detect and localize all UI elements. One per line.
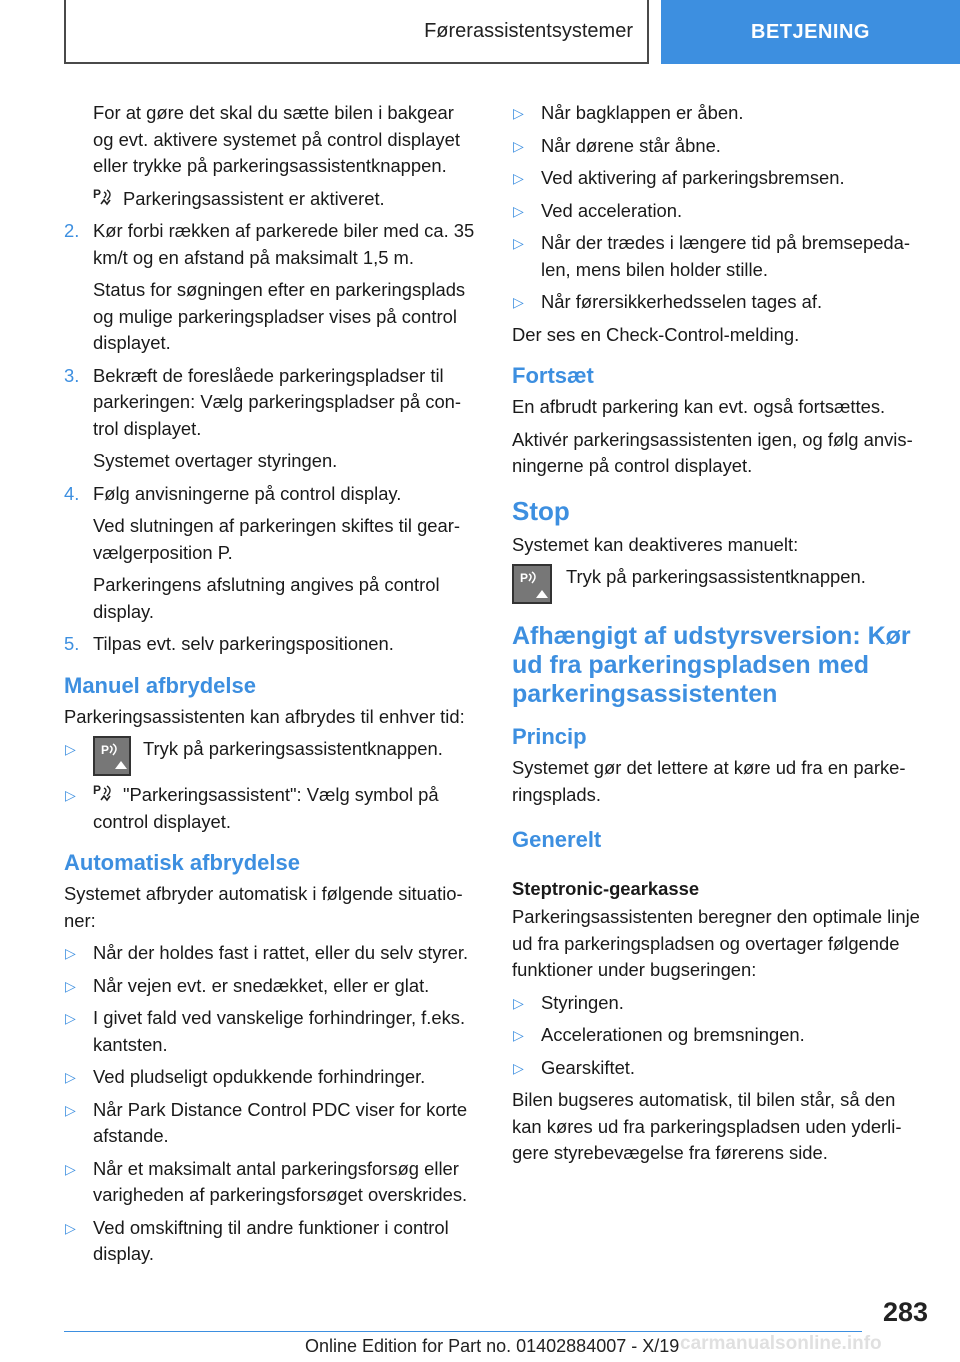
bullet-triangle-icon: ▷ [65,1101,76,1118]
manual-cancel-intro: Parkeringsassistenten kan afbrydes til enhver tid: [64,705,465,727]
general-heading: Generelt [512,827,602,852]
continue-heading: Fortsæt [512,363,594,388]
list-item [64,1097,479,1150]
list-item-text: Når bagklappen er åben. [541,102,744,123]
auto-cancel-intro: Systemet afbryder automatisk i følgende situationer: [64,883,463,931]
left-column [64,100,479,1274]
list-item-text: Når vejen evt. er snedækket, eller er glat. [93,974,430,996]
list-item [64,1064,479,1091]
list-item-text: Når et maksimalt antal parkeringsforsøg eller varigheden af parkeringsforsøget overskrides. [93,1157,468,1205]
bullet-triangle-icon: ▷ [65,787,76,803]
step-4 [64,481,479,626]
stop-press-text: Tryk på parkeringsassistentknappen. [566,566,866,587]
list-item-text: Når dørene står åbne. [541,134,721,156]
right-column [512,100,930,1173]
list-item [64,1156,479,1209]
chapter-title: BETJENING [751,20,870,43]
list-item [512,289,930,316]
activated-text: Parkeringsassistent er aktiveret. [123,187,385,209]
page-number: 283 [882,1297,928,1327]
principle-text: Systemet gør det lettere at køre ud fra en parkeringsplads. [512,757,906,805]
step-5 [64,631,479,658]
bullet-triangle-icon: ▷ [65,1160,76,1177]
stop-intro: Systemet kan deaktiveres manuelt: [512,533,799,555]
list-item-text: Ved pludseligt opdukkende forhindringer. [93,1066,426,1087]
list-item [64,1005,479,1058]
svg-text:P: P [520,571,529,585]
intro-paragraph: For at gøre det skal du sætte bilen i bakgear og evt. aktivere systemet på control displayet eller trykke på parkeringsassistentknappen. [93,102,460,176]
parking-assistant-icon [93,187,115,209]
list-item-text: Når der trædes i længere tid på bremsepedalen, mens bilen holder stille. [541,232,911,280]
bullet-triangle-icon: ▷ [513,1059,524,1076]
auto-cancel-heading: Automatisk afbrydelse [64,850,300,875]
bullet-triangle-icon: ▷ [65,741,76,757]
list-item-text: Ved aktivering af parkeringsbremsen. [541,167,845,188]
continue-paragraph-2: Aktivér parkeringsassistenten igen, og følg anvisningerne på control displayet. [512,428,913,476]
bullet-triangle-icon: ▷ [513,994,524,1011]
svg-text:P: P [101,743,110,757]
list-item-text: Når Park Distance Control PDC viser for korte afstande. [93,1098,468,1146]
bullet-triangle-icon: ▷ [513,137,524,154]
bullet-triangle-icon: ▷ [513,1027,524,1043]
svg-text:P: P [93,186,102,201]
bullet-triangle-icon: ▷ [65,977,76,994]
bullet-triangle-icon: ▷ [65,1219,76,1236]
step-text: Følg anvisningerne på control display. [93,482,402,504]
list-item [512,165,930,192]
step-number: 3. [64,364,80,386]
step-number: 5. [64,633,80,654]
stop-heading: Stop [512,495,570,526]
header-chapter-tab [661,0,960,64]
bullet-triangle-icon: ▷ [513,170,524,186]
list-item-text: Når der holdes fast i rattet, eller du selv styrer. [93,942,469,963]
step-text: Bekræft de foreslåede parkeringspladser til parkeringen: Vælg parkeringspladser på control displayet. [93,364,462,439]
manual-symbol-text: "Parkeringsassistent": Vælg symbol på control displayet. [93,784,439,832]
steptronic-heading: Steptronic-gearkasse [512,878,700,899]
parking-assistant-icon [93,783,115,805]
list-item-text: Ved omskiftning til andre funktioner i control display. [93,1216,449,1264]
list-item-text: Gearskiftet. [541,1056,636,1078]
bullet-triangle-icon: ▷ [65,945,76,961]
activated-line [64,186,479,213]
principle-heading: Princip [512,724,587,749]
step-text: Tilpas evt. selv parkeringspositionen. [93,633,394,654]
list-item [64,973,479,1000]
step-extra: Ved slutningen af parkeringen skiftes til gearvælgerposition P. [93,515,461,563]
final-paragraph: Bilen bugseres automatisk, til bilen står, så den kan køres ud fra parkeringspladsen uden yderligere styrebevægelse fra førerens side. [512,1089,902,1163]
step-number: 4. [64,482,80,504]
list-item [64,940,479,967]
list-item [512,1022,930,1049]
steptronic-text: Parkeringsassistenten beregner den optimale linje ud fra parkeringspladsen og overtager følgende funktioner under bugseringen: [512,906,920,980]
list-item [512,1055,930,1082]
bullet-triangle-icon: ▷ [65,1010,76,1026]
list-item [64,1215,479,1268]
variant-heading: Afhængigt af udstyrsversion: Kør ud fra parkeringspladsen med parkeringsassistenten [512,622,911,708]
header-section-title [64,0,649,64]
list-item-text: Ved acceleration. [541,199,683,221]
svg-text:P: P [93,783,102,797]
parking-button-icon [512,564,552,604]
step-extra: Status for søgningen efter en parkeringsplads og mulige parkeringspladser vises på control displayet. [93,279,466,353]
edition-text: Online Edition for Part no. 01402884007 - X/19 [305,1336,680,1356]
manual-cancel-heading: Manuel afbrydelse [64,672,256,698]
list-item-text: Når førersikkerhedsselen tages af. [541,291,823,312]
continue-paragraph-1: En afbrudt parkering kan evt. også fortsættes. [512,396,886,417]
bullet-triangle-icon: ▷ [513,294,524,310]
footer-divider [64,1331,862,1332]
list-item-text: I givet fald ved vanskelige forhindringer, f.eks. kantsten. [93,1007,466,1055]
step-number: 2. [64,220,80,241]
bullet-triangle-icon: ▷ [513,235,524,251]
list-item [64,782,479,835]
list-item [512,990,930,1017]
step-text: Kør forbi rækken af parkerede biler med ca. 35 km/t og en afstand på maksimalt 1,5 m. [93,220,475,268]
parking-button-icon [93,736,131,776]
list-item [512,100,930,127]
list-item [512,198,930,225]
list-item-text: Accelerationen og bremsningen. [541,1024,805,1045]
bullet-triangle-icon: ▷ [513,105,524,121]
list-item [512,230,930,283]
step-extra: Parkeringens afslutning angives på control display. [93,574,440,622]
bullet-triangle-icon: ▷ [65,1069,76,1085]
bullet-triangle-icon: ▷ [513,202,524,219]
list-item [64,736,479,776]
step-extra: Systemet overtager styringen. [93,450,338,471]
section-title: Førerassistentsystemer [424,19,633,42]
step-2 [64,218,479,357]
watermark-text: carmanualsonline.info [680,1333,882,1354]
list-item-text: Styringen. [541,991,624,1013]
manual-press-text: Tryk på parkeringsassistentknappen. [143,738,443,759]
stop-press-row [512,564,930,604]
check-control-text: Der ses en Check-Control-melding. [512,323,800,345]
list-item [512,133,930,160]
step-3 [64,363,479,475]
